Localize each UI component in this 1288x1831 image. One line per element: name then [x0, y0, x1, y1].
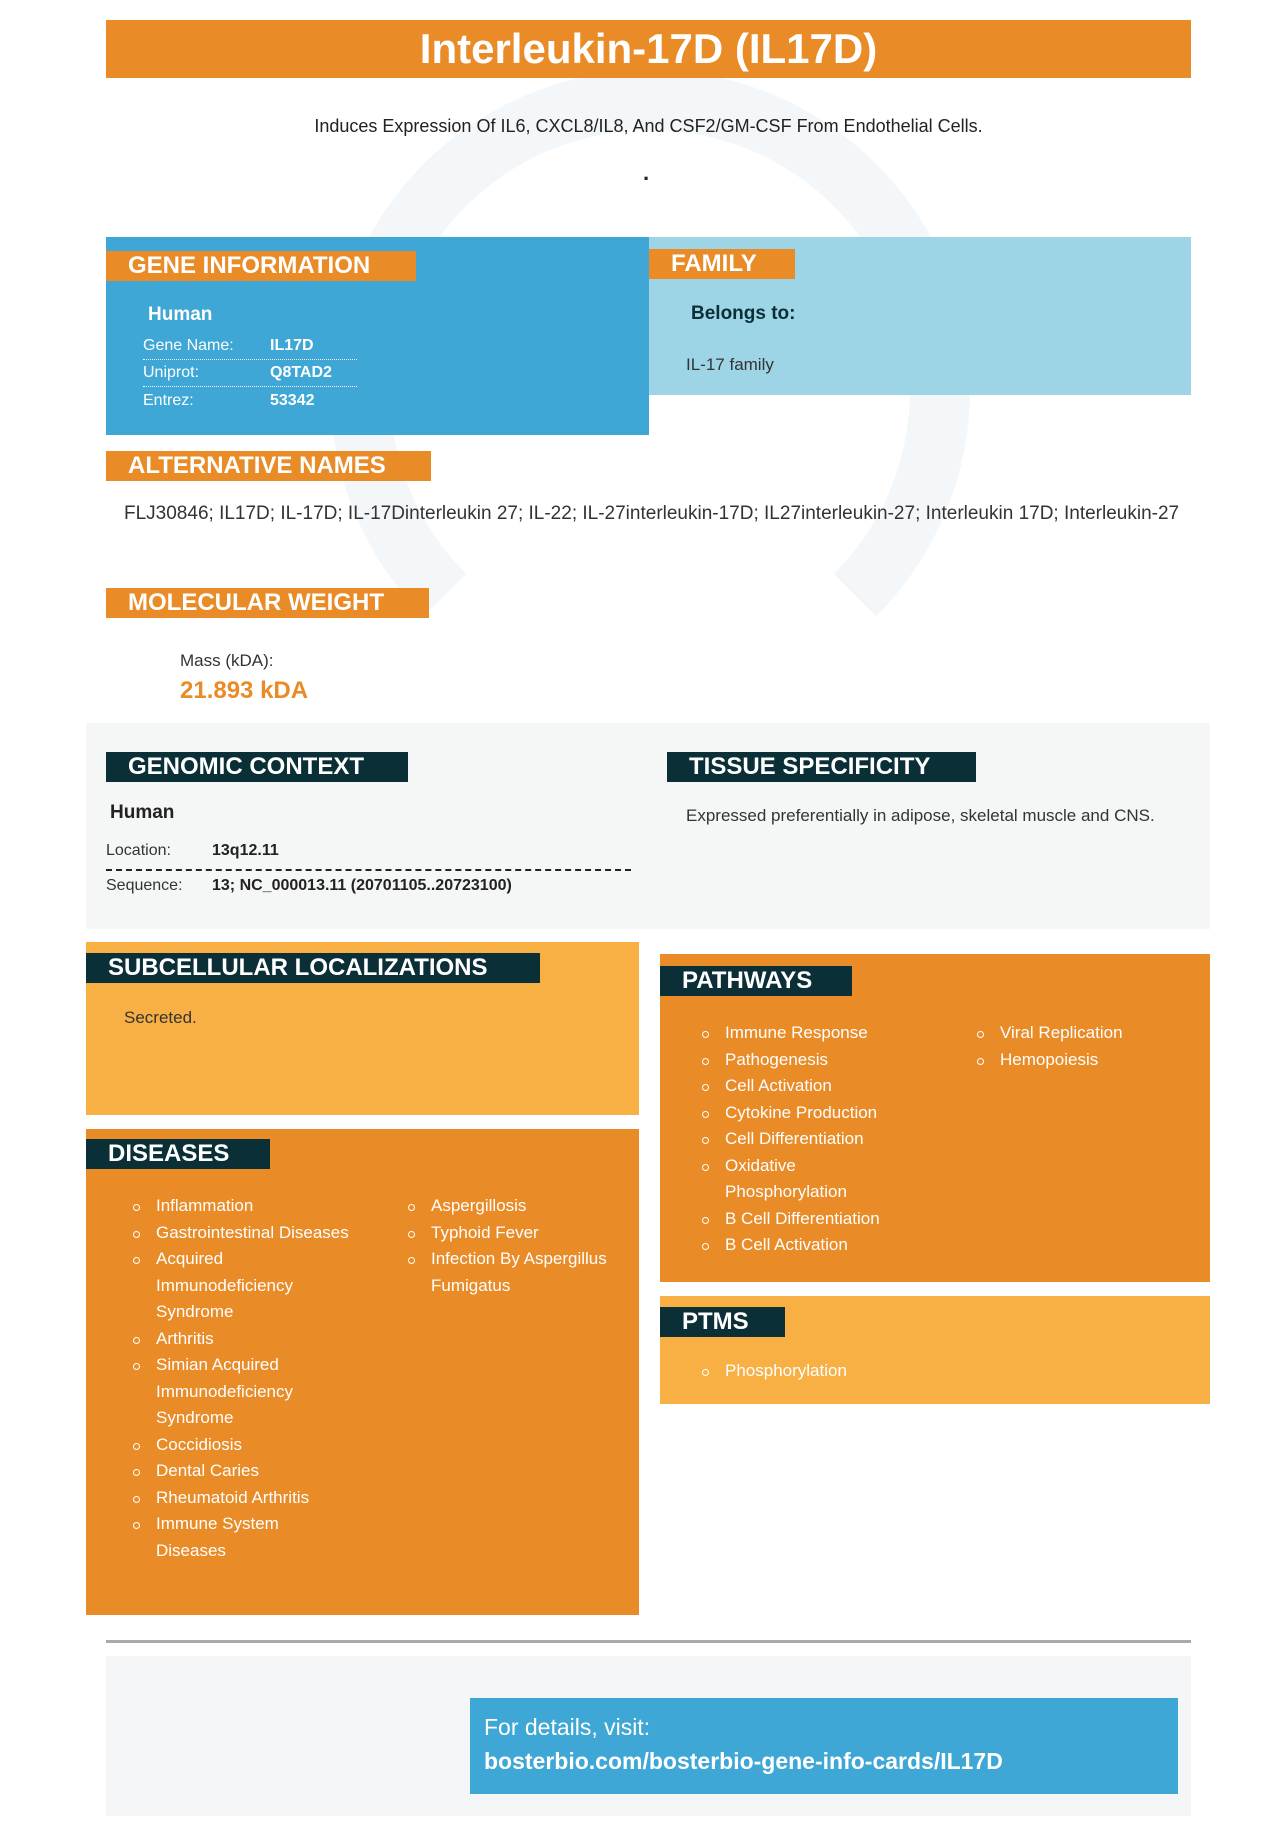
disease-item: Aspergillosis [406, 1193, 621, 1220]
disease-item: Infection By Aspergillus Fumigatus [406, 1246, 621, 1299]
gene-information-heading: GENE INFORMATION [106, 251, 416, 281]
footer-divider [106, 1640, 1191, 1643]
location-value: 13q12.11 [212, 842, 279, 859]
mass-value: 21.893 kDA [180, 677, 309, 704]
disease-item: Gastrointestinal Diseases [131, 1220, 351, 1247]
pathway-item: Hemopoiesis [975, 1047, 1190, 1074]
alternative-names-text: FLJ30846; IL17D; IL-17D; IL-17Dinterleukin 27; IL-22; IL-27interleukin-17D; IL27interleukin-27; Interleukin 17D; Interleukin-27 [124, 503, 1180, 524]
details-visit-label: For details, visit: [484, 1714, 651, 1740]
disease-item: Arthritis [131, 1326, 351, 1353]
disease-item: Rheumatoid Arthritis [131, 1485, 351, 1512]
disease-item: Immune System Diseases [131, 1511, 351, 1564]
pathway-item: Immune Response [700, 1020, 910, 1047]
pathways-panel [660, 954, 1210, 1282]
genomic-context-heading: GENOMIC CONTEXT [106, 752, 408, 782]
ptms-list [700, 1358, 1000, 1385]
gene-name-row [143, 333, 357, 360]
subcellular-heading: SUBCELLULAR LOCALIZATIONS [86, 953, 540, 983]
genomic-species: Human [110, 802, 175, 823]
subcellular-panel [86, 942, 639, 1115]
uniprot-row [143, 360, 357, 387]
diseases-panel [86, 1129, 639, 1615]
pathway-item: Cytokine Production [700, 1100, 910, 1127]
pathway-item: Cell Differentiation [700, 1126, 910, 1153]
pathway-item: Pathogenesis [700, 1047, 910, 1074]
ptms-panel [660, 1296, 1210, 1404]
pathways-heading: PATHWAYS [660, 966, 852, 996]
pathway-item: Oxidative Phosphorylation [700, 1153, 850, 1206]
gene-name-label: Gene Name: [143, 337, 234, 354]
pathway-item: Viral Replication [975, 1020, 1190, 1047]
pathways-list-col1 [700, 1020, 910, 1259]
subcellular-text: Secreted. [124, 1008, 197, 1027]
diseases-list-col1 [131, 1193, 351, 1564]
entrez-row [143, 387, 357, 414]
pathway-item: B Cell Differentiation [700, 1206, 910, 1233]
disease-item: Acquired Immunodeficiency Syndrome [131, 1246, 351, 1326]
family-heading: FAMILY [649, 249, 795, 279]
uniprot-label: Uniprot: [143, 364, 200, 381]
mass-label: Mass (kDA): [180, 651, 274, 670]
pathway-item: B Cell Activation [700, 1232, 910, 1259]
disease-item: Inflammation [131, 1193, 351, 1220]
details-link-box[interactable] [470, 1698, 1178, 1794]
tissue-specificity-text: Expressed preferentially in adipose, skeletal muscle and CNS. [686, 806, 1155, 825]
diseases-list-col2 [406, 1193, 621, 1299]
entrez-label: Entrez: [143, 391, 194, 409]
gene-info-species: Human [148, 304, 213, 325]
family-value: IL-17 family [686, 355, 774, 374]
disease-item: Coccidiosis [131, 1432, 351, 1459]
disease-item: Typhoid Fever [406, 1220, 621, 1247]
gene-name-value: IL17D [270, 337, 314, 354]
details-url-link[interactable]: bosterbio.com/bosterbio-gene-info-cards/IL17D [484, 1748, 1003, 1774]
sequence-label: Sequence: [106, 877, 183, 894]
tissue-specificity-heading: TISSUE SPECIFICITY [667, 752, 976, 782]
belongs-to-label: Belongs to: [691, 303, 796, 324]
alternative-names-heading: ALTERNATIVE NAMES [106, 451, 431, 481]
gene-summary: Induces Expression Of IL6, CXCL8/IL8, And CSF2/GM-CSF From Endothelial Cells. [314, 116, 983, 136]
disease-item: Simian Acquired Immunodeficiency Syndrome [131, 1352, 351, 1432]
location-label: Location: [106, 842, 171, 859]
molecular-weight-heading: MOLECULAR WEIGHT [106, 588, 429, 618]
family-panel [649, 237, 1191, 395]
disease-item: Dental Caries [131, 1458, 351, 1485]
uniprot-value[interactable]: Q8TAD2 [270, 364, 332, 381]
ptm-item: Phosphorylation [700, 1358, 1000, 1385]
diseases-heading: DISEASES [86, 1139, 270, 1169]
entrez-value[interactable]: 53342 [270, 391, 315, 409]
pathways-list-col2 [975, 1020, 1190, 1073]
gene-info-table [143, 333, 357, 414]
pathway-item: Cell Activation [700, 1073, 910, 1100]
sequence-divider [106, 869, 631, 871]
ptms-heading: PTMS [660, 1307, 785, 1337]
summary-dot: . [643, 160, 650, 185]
page-title: Interleukin-17D (IL17D) [106, 20, 1191, 78]
gene-information-panel [106, 237, 649, 435]
sequence-value: 13; NC_000013.11 (20701105..20723100) [212, 877, 512, 894]
